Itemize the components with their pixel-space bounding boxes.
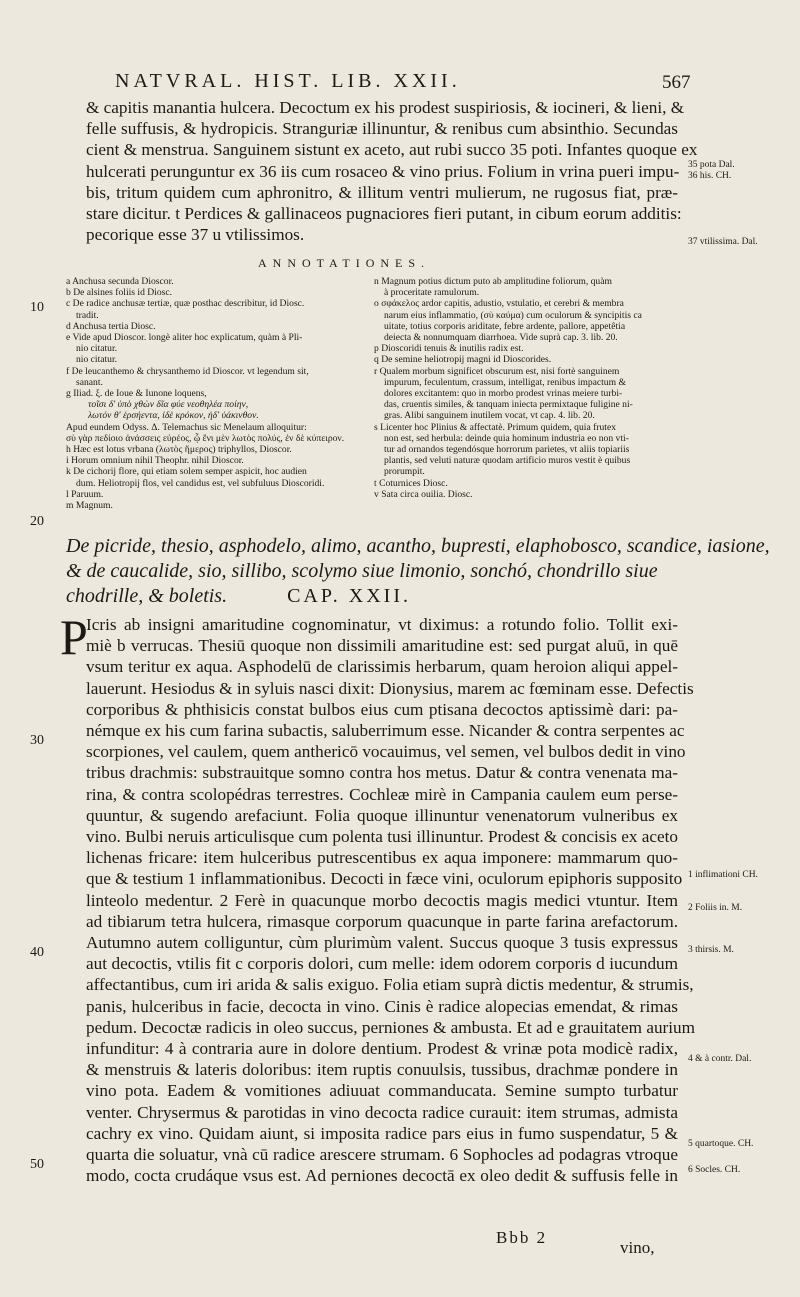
chapter-body xyxy=(86,614,696,1186)
text-line: vino pota. Eadem & vomitiones adiuuat commanducata. Semine sumpto turbatur xyxy=(86,1081,678,1101)
annotation-line: d Anchusa tertia Diosc. xyxy=(66,320,156,332)
annotation-line: q De semine heliotropij magni id Dioscorides. xyxy=(374,354,552,366)
text-line: modo, cocta crudáque vsus est. Ad perniones decoctā ex oleo dedit & suffusis felle in xyxy=(86,1166,678,1186)
annotation-line: n Magnum potius dictum puto ab amplitudine foliorum, quàm xyxy=(374,276,612,287)
margin-note: 1 inflimationi CH. xyxy=(688,870,758,880)
running-title: NATVRAL. HIST. LIB. XXII. xyxy=(115,70,461,92)
annotation-line: prorumpit. xyxy=(384,466,425,478)
text-line: scorpiones, vel caulem, quem anthericō vocauimus, vel semen, vel bulbos dedit in vino xyxy=(86,742,686,762)
text-line: némque ex his cum farina subactis, saluberrimum esse. Nicander & contra serpentes ac xyxy=(86,721,685,741)
text-line: miè b verrucas. Thesiū quoque non dissimili amaritudine est: sed purgat aluū, in quē xyxy=(86,636,678,656)
text-line: & menstruis & lateris doloribus: item ruptis conuulsis, tussibus, drachmæ pondere in xyxy=(86,1060,678,1080)
line-number: 20 xyxy=(30,514,44,529)
text-line: pedum. Decoctæ radicis in oleo succus, perniones & ambusta. Et ad e grauitatem aurium xyxy=(86,1017,696,1037)
chapter-title-line: De picride, thesio, asphodelo, alimo, acantho, bupresti, elaphobosco, scandice, iasione, xyxy=(66,535,770,557)
annotation-line: narum eius inflammatio, (σὺ καύμα) cum oculorum & syncipitis ca xyxy=(384,309,642,321)
text-line: quuntur, & sugendo arefaciunt. Folia quoque illinuntur venenatorum vulneribus ex xyxy=(86,805,678,825)
margin-note: 2 Foliis in. M. xyxy=(688,903,743,913)
text-line: hulcerati perunguntur ex 36 iis cum rosaceo & vino prius. Folium in vrina pueri impu- xyxy=(86,161,680,181)
text-line: vino. Bulbi neruis articulisque cum polenta tusi illinuntur. Prodest & concisis ex aceto xyxy=(86,827,678,847)
annotation-line: v Sata circa ouilia. Diosc. xyxy=(374,488,473,500)
annotation-line: m Magnum. xyxy=(66,500,113,512)
text-line: linteolo medentur. 2 Ferè in quacunque morbo decoctis magis medici vtuntur. Item xyxy=(86,890,678,910)
text-line: vsum teritur ex aqua. Asphodelū de clarissimis herbarum, quam heroion aliqui appel- xyxy=(86,657,678,677)
text-line: corporibus & phthisicis constat bulbos eius cum ptisana decoctos aptissimè dari: pa- xyxy=(86,699,678,719)
annotation-line: nio citatur. xyxy=(76,343,118,355)
text-line: cient & menstrua. Sanguinem sistunt ex aceto, aut rubi succo 35 poti. Infantes quoque ex xyxy=(86,140,698,160)
annotation-line: p Dioscoridi tenuis & inutilis radix est. xyxy=(374,343,524,355)
text-line: & capitis manantia hulcera. Decoctum ex his prodest suspiriosis, & iocineri, & lieni, & xyxy=(86,98,685,117)
margin-note: 37 vtilissima. Dal. xyxy=(688,237,758,247)
margin-note: 6 Socles. CH. xyxy=(688,1165,741,1175)
drop-cap: P xyxy=(60,609,88,665)
annotation-line: impurum, feculentum, crassum, intelligat, renibus impactum & xyxy=(384,376,626,388)
chapter-title-line: & de caucalide, sio, sillibo, scolymo siue limonio, sonchó, chondrillo siue xyxy=(66,560,658,582)
annotation-line: e Vide apud Dioscor. longè aliter hoc explicatum, quàm à Pli- xyxy=(66,332,303,344)
intro-paragraph xyxy=(86,97,698,245)
line-number: 40 xyxy=(30,945,44,960)
catchword: vino, xyxy=(620,1238,655,1257)
text-line: aut decoctis, vtilis fit c corporis dolori, cum melle: idem odorem corporis d iucundum xyxy=(86,954,678,974)
annotation-line: dolores excitantem: quo in morbo prodest vrinas meiere turbi- xyxy=(384,388,623,400)
annotation-line: non est, sed herbula: deinde quia hominum industria eo non vti- xyxy=(384,432,629,444)
annotation-line: k De cichorij flore, qui etiam solem semper aspicit, hoc audien xyxy=(66,466,307,478)
line-number: 50 xyxy=(30,1157,44,1172)
margin-note: 36 his. CH. xyxy=(688,171,732,181)
annotation-line: sanant. xyxy=(76,376,103,388)
annotation-line: uitate, totius corporis ariditate, febre ardente, pallore, appetêtia xyxy=(384,320,626,332)
text-line: affectantibus, cum iri arida & salis exiguo. Folia etiam suprà dictis medentur, & strumis, xyxy=(86,975,694,995)
text-line: pecorique esse 37 u vtilissimos. xyxy=(86,225,305,245)
annotations-heading: ANNOTATIONES. xyxy=(258,256,431,270)
annotation-line: f De leucanthemo & chrysanthemo id Dioscor. vt legendum sit, xyxy=(66,365,309,377)
text-line: felle suffusis, & hydropicis. Stranguriæ illinuntur, & renibus cum absinthio. Secundas xyxy=(86,119,678,139)
margin-note: 4 & à contr. Dal. xyxy=(688,1054,752,1064)
annotations-left-column xyxy=(66,276,366,511)
annotation-line: c De radice anchusæ tertiæ, quæ posthac describitur, id Diosc. xyxy=(66,298,305,310)
annotation-line: tur ad ornandos tegendósque horrorum parietes, vt aliis topiariis xyxy=(384,444,630,456)
annotation-line: t Coturnices Diosc. xyxy=(374,477,448,489)
greek-verse-line: τοῖσι δ' ὑπὸ χθὼν δῖα φύε νεοθηλέα ποίην, xyxy=(88,399,249,411)
signature-mark: Bbb 2 xyxy=(496,1228,548,1247)
greek-verse-line: σὺ γὰρ πεδίοιο ἀνάσσεις εὐρέος, ᾧ ἔνι μὲν λωτὸς πολύς, ἐν δὲ κύπειρον. xyxy=(66,432,345,444)
annotation-line: plantis, sed veluti naturæ quodam artificio muros vestit è quibus xyxy=(384,455,631,467)
annotation-line: b De alsines foliis id Diosc. xyxy=(66,287,173,299)
text-line: tribus drachmis: substrauitque somno contra hos metus. Datur & contra venenata ma- xyxy=(86,763,678,783)
text-line: ad tibiarum tetra hulcera, rimasque corporum quacunque in parte farina arefactorum. xyxy=(86,911,678,931)
text-line: Icris ab insigni amaritudine cognominatur, vt diximus: a rotundo folio. Tollit exi- xyxy=(86,615,678,634)
margin-note: 35 pota Dal. xyxy=(688,160,735,170)
annotation-line: o σφάκελος ardor capitis, adustio, vstulatio, et cerebri & membra xyxy=(374,298,624,310)
annotations-right-column xyxy=(374,276,678,500)
annotation-line: r Qualem morbum significet obscurum est, nisi fortè sanguinem xyxy=(374,365,620,377)
annotation-line: dum. Heliotropij flos, vel candidus est, vel subfuluus Dioscoridi. xyxy=(76,477,325,489)
annotation-line: l Paruum. xyxy=(66,488,104,500)
annotation-line: a Anchusa secunda Dioscor. xyxy=(66,276,174,287)
annotation-line: deiecta & nonnumquam diarrhoea. Vide suprà cap. 3. lib. 20. xyxy=(384,332,618,344)
text-line: lauerunt. Hesiodus & in syluis nasci dixit: Dionysius, marem ac fœminam esse. Defectis xyxy=(86,678,694,698)
chapter-title-tail: chodrille, & boletis. xyxy=(66,585,228,607)
text-line: cachry ex vino. Quidam aiunt, si imposita radice pars eius in fumo suspendatur, 5 & xyxy=(86,1123,678,1143)
text-line: infunditur: 4 à contraria aure in dolore dentium. Prodest & vrinæ pota modicè radix, xyxy=(86,1039,678,1059)
text-line: rina, & contra scolopédras terrestres. Cochleæ mirè in Campania caulem eum perse- xyxy=(86,784,678,804)
greek-verse-line: λωτόν θ' ἑρσήεντα, ἰδὲ κρόκον, ἠδ' ὑάκινθον. xyxy=(88,410,259,422)
chapter-title xyxy=(66,534,770,609)
text-line: lichenas fricare: item hulceribus putrescentibus ex aqua imponere: mammarum quo- xyxy=(86,848,678,868)
annotation-line: nio citatur. xyxy=(76,354,118,366)
margin-note: 5 quartoque. CH. xyxy=(688,1139,754,1149)
text-line: quarta die soluatur, vnà cū radice arescere strumam. 6 Sophocles ad podagras vtroque xyxy=(86,1145,678,1165)
page-number: 567 xyxy=(662,72,691,93)
text-line: stare dicitur. t Perdices & gallinaceos pugnaciores fieri putant, in cibum eorum additis: xyxy=(86,204,682,224)
margin-note: 3 thirsis. M. xyxy=(688,945,734,955)
chapter-title-line-last xyxy=(66,584,686,609)
text-line: bis, tritum quidem cum aphronitro, & illitum ventri mulierum, ne rugosus fiat, præ- xyxy=(86,182,678,202)
annotation-line: das, cruentis similes, & tanquam iniecta permixtaque fuligine ni- xyxy=(384,399,633,411)
annotation-line: g Iliad. ξ. de Ioue & Iunone loquens, xyxy=(66,388,207,400)
chapter-number: CAP. XXII. xyxy=(287,585,411,607)
annotation-line: à proceritate ramulorum. xyxy=(384,287,480,299)
line-number: 10 xyxy=(30,300,44,315)
annotation-line: h Hæc est lotus vrbana (λωτὸς ἥμερος) triphyllos, Dioscor. xyxy=(66,444,292,456)
text-line: venter. Chrysermus & parotidas in vino decocta radice curauit: item strumas, admista xyxy=(86,1102,678,1122)
text-line: que & testium 1 inflammationibus. Decocti in fæce vini, oculorum epiphoris supposito xyxy=(86,869,683,889)
text-line: panis, hulceribus in facie, decocta in vino. Cinis è radice alopecias emendat, & rimas xyxy=(86,996,678,1016)
line-number: 30 xyxy=(30,733,44,748)
annotation-line: s Licenter hoc Plinius & affectatè. Primum quidem, quia frutex xyxy=(374,421,617,433)
annotation-line: Apud eundem Odyss. Δ. Telemachus sic Menelaum alloquitur: xyxy=(66,421,307,433)
text-line: Autumno autem colliguntur, cùm plurimùm valent. Succus quoque 3 tusis expressus xyxy=(86,933,678,953)
annotation-line: i Horum omnium nihil Theophr. nihil Dioscor. xyxy=(66,455,244,467)
annotation-line: tradit. xyxy=(76,309,99,321)
annotation-line: gras. Alibi sanguinem inutilem vocat, vt cap. 4. lib. 20. xyxy=(384,410,595,422)
